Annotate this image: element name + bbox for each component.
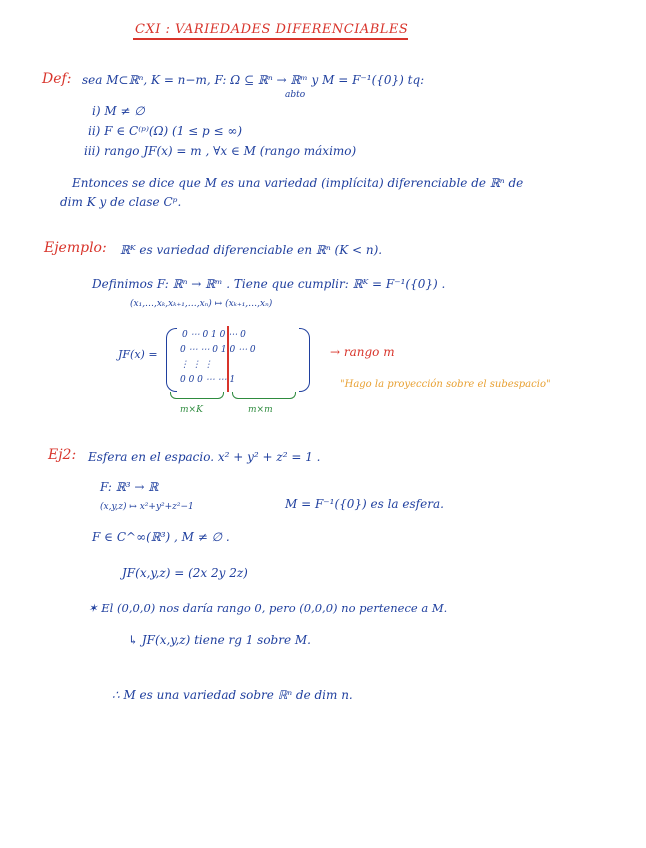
matrix-row-2: 0 ⋯ ⋯ 0 1 0 ⋯ 0	[180, 345, 256, 355]
brace-right-label: m×m	[248, 405, 273, 415]
matrix-row-3: ⋮ ⋮ ⋮	[180, 360, 213, 370]
matrix-row-1: 0 ⋯ 0 1 0 ⋯ 0	[182, 330, 246, 340]
example2-preimage: M = F⁻¹({0}) es la esfera.	[285, 497, 444, 511]
omega-note: abto	[285, 90, 306, 100]
page-title: CXI : VARIEDADES DIFERENCIABLES	[135, 22, 409, 37]
example1-label: Ejemplo:	[44, 240, 107, 256]
example2-map-line: F: ℝ³ → ℝ	[100, 480, 159, 494]
title-underline	[133, 38, 408, 40]
example2-class: F ∈ C^∞(ℝ³) , M ≠ ∅ .	[92, 530, 230, 544]
example2-remark2: ↳ JF(x,y,z) tiene rg 1 sobre M.	[128, 633, 311, 647]
definition-line1: sea M⊂ℝⁿ, K = n−m, F: Ω ⊆ ℝⁿ → ℝᵐ y M = F⁻¹({0}) tq:	[82, 73, 425, 87]
condition-3: iii) rango JF(x) = m , ∀x ∈ M (rango máximo)	[84, 144, 357, 158]
example1-mapping: (x₁,…,xₖ,xₖ₊₁,…,xₙ) ↦ (xₖ₊₁,…,xₙ)	[130, 299, 273, 309]
matrix-left-paren	[166, 328, 177, 392]
jacobian-matrix	[178, 328, 298, 390]
brace-mxk	[170, 392, 224, 399]
matrix-row-4: 0 0 0 ⋯ ⋯ 1	[180, 375, 236, 385]
example2-jacobian: JF(x,y,z) = (2x 2y 2z)	[122, 566, 248, 580]
rank-arrow-text: → rango m	[330, 345, 395, 359]
example2-label: Ej2:	[48, 447, 77, 463]
definition-conclusion-2: dim K y de clase Cᵖ.	[60, 195, 182, 209]
definition-label: Def:	[42, 71, 72, 87]
example1-statement: ℝᴷ es variedad diferenciable en ℝⁿ (K < n).	[120, 243, 383, 257]
example2-map-rule: (x,y,z) ↦ x²+y²+z²−1	[100, 502, 194, 512]
definition-conclusion-1: Entonces se dice que M es una variedad (implícita) diferenciable de ℝⁿ de	[72, 176, 524, 190]
jacobian-label: JF(x) =	[118, 348, 158, 361]
brace-left-label: m×K	[180, 405, 203, 415]
example2-remark: ✶ El (0,0,0) nos daría rango 0, pero (0,0,0) no pertenece a M.	[88, 601, 448, 615]
condition-1: i) M ≠ ∅	[92, 104, 145, 118]
matrix-right-paren	[299, 328, 310, 392]
example1-define: Definimos F: ℝⁿ → ℝᵐ . Tiene que cumplir: ℝᴷ = F⁻¹({0}) .	[92, 277, 446, 291]
example2-conclusion: ∴ M es una variedad sobre ℝⁿ de dim n.	[112, 688, 353, 702]
projection-note: "Hago la proyección sobre el subespacio"	[340, 379, 551, 390]
condition-2: ii) F ∈ C⁽ᵖ⁾(Ω) (1 ≤ p ≤ ∞)	[88, 124, 243, 138]
example2-statement: Esfera en el espacio. x² + y² + z² = 1 .	[88, 450, 321, 464]
brace-mxm	[232, 392, 296, 399]
